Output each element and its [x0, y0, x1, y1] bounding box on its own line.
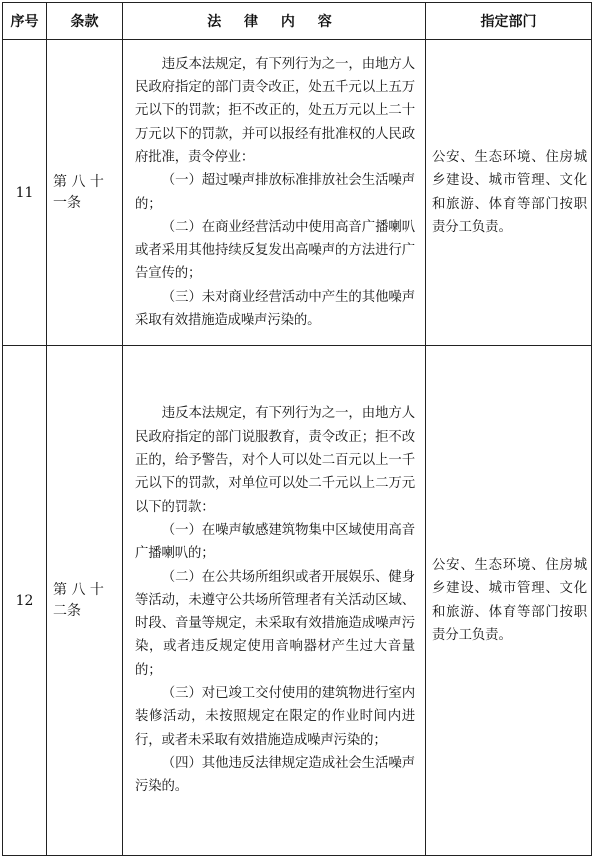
header-dept: 指定部门 [426, 3, 592, 40]
row-seq: 11 [3, 40, 47, 346]
header-content: 法 律 内 容 [123, 3, 426, 40]
content-paragraph: （一）超过噪声排放标准排放社会生活噪声的； [135, 173, 415, 212]
row-dept [426, 40, 592, 346]
row-clause [47, 40, 123, 346]
row-seq: 12 [3, 346, 47, 856]
dept-text: 公安、生态环境、住房城乡建设、城市管理、文化和旅游、体育等部门按职责分工负责。 [432, 557, 587, 643]
table-row [3, 346, 592, 856]
clause-line: 二条 [53, 602, 81, 619]
header-clause: 条款 [47, 3, 123, 40]
content-paragraph: （三）对已竣工交付使用的建筑物进行室内装修活动，未按照规定在限定的作业时间内进行，或者未采取有效措施造成噪声污染的； [135, 686, 415, 748]
row-content [123, 40, 426, 346]
content-paragraph: （一）在噪声敏感建筑物集中区域使用高音广播喇叭的； [135, 522, 415, 562]
table-row [3, 40, 592, 346]
content-paragraph: （二）在商业经营活动中使用高音广播喇叭或者采用其他持续反复发出高噪声的方法进行广告宣传的； [135, 219, 415, 282]
content-paragraph: （二）在公共场所组织或者开展娱乐、健身等活动，未遵守公共场所管理者有关活动区域、时段、音量等规定，未采取有效措施造成噪声污染，或者违反规定使用音响器材产生过大音量的； [135, 569, 415, 678]
content-paragraph: 违反本法规定，有下列行为之一，由地方人民政府指定的部门责令改正，处五千元以上五万元以下的罚款；拒不改正的，处五万元以上二十万元以下的罚款，并可以报经有批准权的人民政府批准，责令停业： [135, 56, 415, 165]
row-clause [47, 346, 123, 856]
content-paragraph: （四）其他违反法律规定造成社会生活噪声污染的。 [135, 755, 415, 795]
clause-line: 第 八 十 [53, 173, 104, 190]
dept-text: 公安、生态环境、住房城乡建设、城市管理、文化和旅游、体育等部门按职责分工负责。 [432, 149, 587, 235]
content-paragraph: （三）未对商业经营活动中产生的其他噪声采取有效措施造成噪声污染的。 [135, 289, 415, 328]
table-header-row [3, 3, 592, 40]
clause-line: 一条 [53, 194, 81, 211]
law-table [2, 2, 592, 856]
row-dept [426, 346, 592, 856]
row-content [123, 346, 426, 856]
header-seq: 序号 [3, 3, 47, 40]
content-paragraph: 违反本法规定，有下列行为之一，由地方人民政府指定的部门说服教育，责令改正；拒不改正的，给予警告，对个人可以处二百元以上一千元以下的罚款，对单位可以处二千元以上二万元以下的罚款： [135, 406, 415, 515]
clause-line: 第 八 十 [53, 581, 104, 598]
